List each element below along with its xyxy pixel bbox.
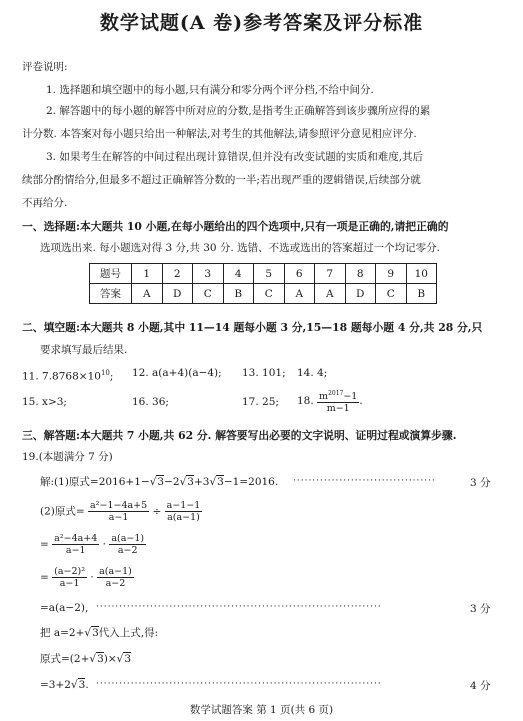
fraction: $\frac{\text{a²−1−4a+5}}{a-1}$	[90, 500, 148, 523]
answer-cell: C	[193, 284, 224, 304]
solution-line-7: 原式=(2+√3)×√3	[40, 653, 132, 665]
section-1-line-2: 选项选出来. 每小题选对得 3 分,共 30 分. 选错、不选或选出的答案超过一个均记零分.	[40, 242, 440, 254]
solution-line-3: = $\frac{\text{a²−4a+4}}{a-1}$ · $\frac{a(a-1)}{a-2}$	[40, 533, 145, 556]
section-2-heading: 二、填空题:本大题共 8 小题,其中 11—14 题每小题 3 分,15—18 题每小题 4 分,共 28 分,只	[22, 321, 483, 334]
question-number: 1	[132, 264, 163, 284]
table-header-label: 题号	[90, 264, 132, 284]
score-3-marks: 3 分	[470, 477, 491, 489]
answer-cell: A	[284, 284, 315, 304]
note-3-line-2: 续部分酌情给分,但最多不超过正确解答分数的一半;若出现严重的逻辑错误,后续部分就	[22, 174, 421, 186]
answer-cell: C	[376, 284, 407, 304]
answer-cell: A	[132, 284, 163, 304]
answer-cell: A	[315, 284, 346, 304]
answer-cell: D	[162, 284, 193, 304]
leader-dots: ·····································	[293, 476, 436, 486]
answer-15: 15. x>3;	[22, 396, 67, 408]
fraction: $\frac{m^{2017}-1}{m-1}$	[319, 390, 358, 415]
page-footer: 数学试题答案 第 1 页(共 6 页)	[189, 704, 334, 716]
note-2-line-2: 计分数. 本答案对每小题只给出一种解法,对考生的其他解法,请参照评分意见相应评分.	[22, 128, 417, 140]
solution-line-6: 把 a=2+√3代入上式,得:	[40, 627, 159, 639]
note-2-line-1: 2. 解答题中的每小题的解答中所对应的分数,是指考生正确解答到该步骤所应得的累	[46, 105, 431, 117]
answer-cell: B	[406, 284, 437, 304]
answer-18: 18. $\frac{m^{2017}-1}{m-1}$ .	[297, 390, 363, 415]
question-number: 2	[162, 264, 193, 284]
question-number: 3	[193, 264, 224, 284]
answer-14: 14. 4;	[297, 367, 328, 379]
note-3-line-1: 3. 如果考生在解答的中间过程出现计算错误,但并没有改变试题的实质和难度,其后	[46, 151, 424, 163]
score-4-marks: 4 分	[470, 680, 491, 692]
section-1-heading: 一、选择题:本大题共 10 小题,在每小题给出的四个选项中,只有一项是正确的,请把正确的	[22, 220, 449, 233]
question-number: 4	[223, 264, 254, 284]
answer-11: 11. $7.8768\times 10^{10}$;	[22, 369, 114, 383]
marking-notes-heading: 评卷说明:	[22, 61, 68, 73]
score-3-marks: 3 分	[470, 603, 491, 615]
table-row	[90, 264, 437, 284]
fraction: $\frac{a(a-1)}{a-2}$	[99, 566, 132, 589]
question-number: 10	[406, 264, 437, 284]
table-row	[90, 284, 437, 304]
question-number: 9	[376, 264, 407, 284]
answer-16: 16. 36;	[132, 396, 169, 408]
section-2-line-2: 要求填写最后结果.	[40, 344, 128, 356]
answer-13: 13. 101;	[242, 367, 286, 379]
solution-line-1: 解:(1)原式=2016+1−√3−2√3+3√3−1=2016.	[40, 476, 279, 488]
solution-line-8: =3+2√3.	[40, 679, 89, 691]
solution-line-2: (2)原式= $\frac{\text{a²−1−4a+5}}{a-1}$ ÷ $\frac{a-1-1}{a(a-1)}$	[40, 500, 201, 523]
answer-cell: C	[254, 284, 285, 304]
table-answer-label: 答案	[90, 284, 132, 304]
question-19-heading: 19.(本题满分 7 分)	[22, 451, 113, 463]
answer-cell: D	[345, 284, 376, 304]
question-number: 6	[284, 264, 315, 284]
answer-17: 17. 25;	[242, 396, 279, 408]
answer-cell: B	[223, 284, 254, 304]
fraction: $\frac{a(a-1)}{a-2}$	[111, 533, 145, 556]
leader-dots: ··········································································	[96, 602, 382, 612]
answer-12: 12. a(a+4)(a−4);	[132, 367, 222, 379]
note-3-line-3: 不再给分.	[22, 197, 68, 209]
fraction: $\frac{\text{(a−2)²}}{a-1}$	[54, 566, 86, 589]
answer-table	[89, 263, 437, 304]
leader-dots: ··········································································	[96, 679, 382, 689]
solution-line-5: =a(a−2),	[40, 602, 89, 614]
fraction: $\frac{a-1-1}{a(a-1)}$	[166, 500, 201, 523]
question-number: 8	[345, 264, 376, 284]
note-1: 1. 选择题和填空题中的每小题,只有满分和零分两个评分档,不给中间分.	[46, 84, 374, 96]
fraction: $\frac{\text{a²−4a+4}}{a-1}$	[54, 533, 98, 556]
page-title: 数学试题(A 卷)参考答案及评分标准	[99, 12, 424, 34]
solution-line-4: = $\frac{\text{(a−2)²}}{a-1}$ · $\frac{a(a-1)}{a-2}$	[40, 566, 132, 589]
question-number: 7	[315, 264, 346, 284]
question-number: 5	[254, 264, 285, 284]
section-3-heading: 三、解答题:本大题共 7 小题,共 62 分. 解答要写出必要的文字说明、证明过程或演算步骤.	[22, 429, 457, 442]
